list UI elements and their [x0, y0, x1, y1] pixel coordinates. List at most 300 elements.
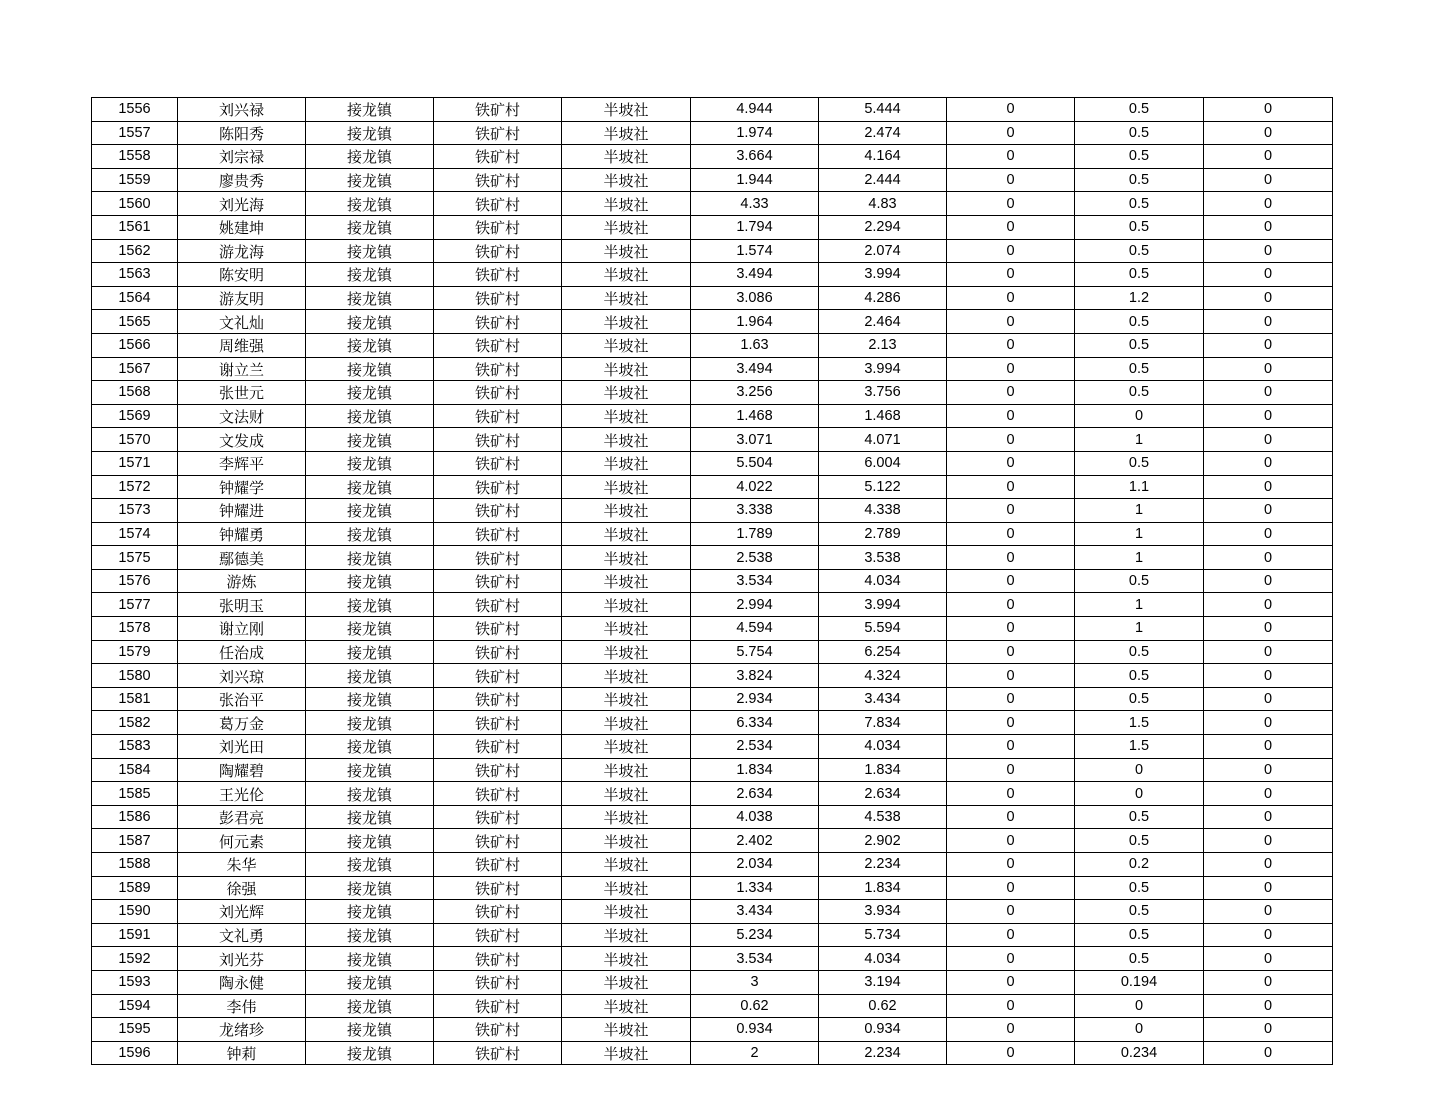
value-cell-5: 0 [1204, 782, 1333, 806]
town-cell: 接龙镇 [306, 263, 434, 287]
table-row [92, 475, 1333, 499]
value-cell-1: 1.964 [691, 310, 819, 334]
village-cell: 铁矿村 [434, 617, 562, 641]
name-cell: 游友明 [178, 286, 306, 310]
town-cell: 接龙镇 [306, 593, 434, 617]
value-cell-4: 0.5 [1075, 876, 1204, 900]
village-cell: 铁矿村 [434, 333, 562, 357]
group-cell: 半坡社 [562, 286, 691, 310]
value-cell-4: 0.5 [1075, 310, 1204, 334]
village-cell: 铁矿村 [434, 98, 562, 122]
value-cell-2: 4.071 [819, 428, 947, 452]
village-cell: 铁矿村 [434, 451, 562, 475]
village-cell: 铁矿村 [434, 970, 562, 994]
value-cell-3: 0 [947, 853, 1075, 877]
village-cell: 铁矿村 [434, 735, 562, 759]
value-cell-1: 3.494 [691, 357, 819, 381]
group-cell: 半坡社 [562, 1018, 691, 1042]
name-cell: 廖贵秀 [178, 168, 306, 192]
village-cell: 铁矿村 [434, 215, 562, 239]
value-cell-4: 0.5 [1075, 145, 1204, 169]
village-cell: 铁矿村 [434, 569, 562, 593]
value-cell-3: 0 [947, 664, 1075, 688]
value-cell-4: 0 [1075, 1018, 1204, 1042]
row-id-cell: 1583 [92, 735, 178, 759]
row-id-cell: 1566 [92, 333, 178, 357]
row-id-cell: 1571 [92, 451, 178, 475]
value-cell-4: 1 [1075, 522, 1204, 546]
value-cell-2: 4.034 [819, 735, 947, 759]
value-cell-4: 0.194 [1075, 970, 1204, 994]
value-cell-3: 0 [947, 640, 1075, 664]
name-cell: 文礼勇 [178, 923, 306, 947]
village-cell: 铁矿村 [434, 286, 562, 310]
table-row [92, 853, 1333, 877]
name-cell: 陈阳秀 [178, 121, 306, 145]
value-cell-5: 0 [1204, 357, 1333, 381]
value-cell-3: 0 [947, 475, 1075, 499]
village-cell: 铁矿村 [434, 522, 562, 546]
table-row [92, 758, 1333, 782]
town-cell: 接龙镇 [306, 853, 434, 877]
value-cell-1: 1.794 [691, 215, 819, 239]
town-cell: 接龙镇 [306, 876, 434, 900]
value-cell-5: 0 [1204, 970, 1333, 994]
name-cell: 钟耀勇 [178, 522, 306, 546]
village-cell: 铁矿村 [434, 640, 562, 664]
town-cell: 接龙镇 [306, 121, 434, 145]
town-cell: 接龙镇 [306, 805, 434, 829]
value-cell-5: 0 [1204, 499, 1333, 523]
value-cell-5: 0 [1204, 168, 1333, 192]
town-cell: 接龙镇 [306, 357, 434, 381]
value-cell-2: 2.444 [819, 168, 947, 192]
name-cell: 文发成 [178, 428, 306, 452]
table-row [92, 121, 1333, 145]
group-cell: 半坡社 [562, 805, 691, 829]
row-id-cell: 1590 [92, 900, 178, 924]
village-cell: 铁矿村 [434, 1041, 562, 1065]
group-cell: 半坡社 [562, 98, 691, 122]
value-cell-4: 0.2 [1075, 853, 1204, 877]
row-id-cell: 1586 [92, 805, 178, 829]
row-id-cell: 1560 [92, 192, 178, 216]
village-cell: 铁矿村 [434, 876, 562, 900]
value-cell-1: 3 [691, 970, 819, 994]
value-cell-4: 1 [1075, 428, 1204, 452]
town-cell: 接龙镇 [306, 310, 434, 334]
value-cell-4: 0.5 [1075, 664, 1204, 688]
table-row [92, 381, 1333, 405]
table-row [92, 805, 1333, 829]
value-cell-3: 0 [947, 121, 1075, 145]
value-cell-4: 0.5 [1075, 900, 1204, 924]
row-id-cell: 1564 [92, 286, 178, 310]
village-cell: 铁矿村 [434, 711, 562, 735]
table-row [92, 333, 1333, 357]
group-cell: 半坡社 [562, 923, 691, 947]
value-cell-2: 2.464 [819, 310, 947, 334]
value-cell-2: 2.789 [819, 522, 947, 546]
village-cell: 铁矿村 [434, 994, 562, 1018]
name-cell: 钟耀进 [178, 499, 306, 523]
value-cell-2: 6.004 [819, 451, 947, 475]
row-id-cell: 1567 [92, 357, 178, 381]
value-cell-4: 0.234 [1075, 1041, 1204, 1065]
value-cell-3: 0 [947, 923, 1075, 947]
name-cell: 李伟 [178, 994, 306, 1018]
value-cell-5: 0 [1204, 310, 1333, 334]
group-cell: 半坡社 [562, 121, 691, 145]
village-cell: 铁矿村 [434, 499, 562, 523]
value-cell-4: 0.5 [1075, 381, 1204, 405]
row-id-cell: 1570 [92, 428, 178, 452]
town-cell: 接龙镇 [306, 192, 434, 216]
group-cell: 半坡社 [562, 876, 691, 900]
table-row [92, 263, 1333, 287]
value-cell-1: 2.034 [691, 853, 819, 877]
value-cell-1: 5.754 [691, 640, 819, 664]
village-cell: 铁矿村 [434, 239, 562, 263]
value-cell-2: 4.286 [819, 286, 947, 310]
row-id-cell: 1580 [92, 664, 178, 688]
table-row [92, 404, 1333, 428]
value-cell-1: 4.944 [691, 98, 819, 122]
value-cell-5: 0 [1204, 239, 1333, 263]
value-cell-5: 0 [1204, 994, 1333, 1018]
group-cell: 半坡社 [562, 782, 691, 806]
value-cell-4: 0 [1075, 404, 1204, 428]
value-cell-5: 0 [1204, 333, 1333, 357]
table-row [92, 215, 1333, 239]
value-cell-1: 3.434 [691, 900, 819, 924]
table-row [92, 994, 1333, 1018]
value-cell-5: 0 [1204, 522, 1333, 546]
value-cell-2: 4.034 [819, 569, 947, 593]
name-cell: 姚建坤 [178, 215, 306, 239]
village-cell: 铁矿村 [434, 121, 562, 145]
value-cell-3: 0 [947, 239, 1075, 263]
value-cell-1: 2 [691, 1041, 819, 1065]
value-cell-5: 0 [1204, 900, 1333, 924]
value-cell-2: 4.164 [819, 145, 947, 169]
value-cell-3: 0 [947, 404, 1075, 428]
row-id-cell: 1588 [92, 853, 178, 877]
value-cell-4: 0 [1075, 758, 1204, 782]
value-cell-4: 1 [1075, 546, 1204, 570]
value-cell-5: 0 [1204, 735, 1333, 759]
value-cell-3: 0 [947, 970, 1075, 994]
value-cell-3: 0 [947, 192, 1075, 216]
value-cell-2: 4.83 [819, 192, 947, 216]
row-id-cell: 1557 [92, 121, 178, 145]
value-cell-5: 0 [1204, 617, 1333, 641]
value-cell-3: 0 [947, 333, 1075, 357]
village-cell: 铁矿村 [434, 381, 562, 405]
row-id-cell: 1574 [92, 522, 178, 546]
value-cell-5: 0 [1204, 711, 1333, 735]
value-cell-3: 0 [947, 357, 1075, 381]
table-row [92, 593, 1333, 617]
value-cell-4: 0.5 [1075, 829, 1204, 853]
value-cell-3: 0 [947, 546, 1075, 570]
town-cell: 接龙镇 [306, 451, 434, 475]
town-cell: 接龙镇 [306, 215, 434, 239]
value-cell-3: 0 [947, 876, 1075, 900]
table-body [92, 98, 1333, 1065]
name-cell: 王光伦 [178, 782, 306, 806]
village-cell: 铁矿村 [434, 263, 562, 287]
town-cell: 接龙镇 [306, 145, 434, 169]
value-cell-3: 0 [947, 381, 1075, 405]
village-cell: 铁矿村 [434, 546, 562, 570]
value-cell-2: 3.994 [819, 263, 947, 287]
town-cell: 接龙镇 [306, 286, 434, 310]
table-row [92, 98, 1333, 122]
name-cell: 谢立刚 [178, 617, 306, 641]
value-cell-5: 0 [1204, 829, 1333, 853]
village-cell: 铁矿村 [434, 404, 562, 428]
group-cell: 半坡社 [562, 947, 691, 971]
table-row [92, 876, 1333, 900]
value-cell-2: 5.444 [819, 98, 947, 122]
value-cell-2: 7.834 [819, 711, 947, 735]
town-cell: 接龙镇 [306, 569, 434, 593]
row-id-cell: 1596 [92, 1041, 178, 1065]
table-row [92, 617, 1333, 641]
value-cell-3: 0 [947, 1041, 1075, 1065]
value-cell-1: 3.664 [691, 145, 819, 169]
group-cell: 半坡社 [562, 168, 691, 192]
group-cell: 半坡社 [562, 522, 691, 546]
value-cell-4: 1.1 [1075, 475, 1204, 499]
row-id-cell: 1559 [92, 168, 178, 192]
value-cell-2: 1.468 [819, 404, 947, 428]
name-cell: 刘光海 [178, 192, 306, 216]
table-row [92, 239, 1333, 263]
table-row [92, 1041, 1333, 1065]
value-cell-1: 1.63 [691, 333, 819, 357]
value-cell-4: 0.5 [1075, 98, 1204, 122]
value-cell-2: 2.474 [819, 121, 947, 145]
name-cell: 游龙海 [178, 239, 306, 263]
village-cell: 铁矿村 [434, 923, 562, 947]
table-row [92, 145, 1333, 169]
village-cell: 铁矿村 [434, 664, 562, 688]
value-cell-5: 0 [1204, 546, 1333, 570]
row-id-cell: 1589 [92, 876, 178, 900]
value-cell-4: 0 [1075, 782, 1204, 806]
village-cell: 铁矿村 [434, 192, 562, 216]
value-cell-5: 0 [1204, 121, 1333, 145]
value-cell-1: 2.538 [691, 546, 819, 570]
name-cell: 陶永健 [178, 970, 306, 994]
name-cell: 谢立兰 [178, 357, 306, 381]
table-row [92, 664, 1333, 688]
value-cell-5: 0 [1204, 1018, 1333, 1042]
group-cell: 半坡社 [562, 1041, 691, 1065]
value-cell-2: 2.074 [819, 239, 947, 263]
row-id-cell: 1565 [92, 310, 178, 334]
group-cell: 半坡社 [562, 310, 691, 334]
village-cell: 铁矿村 [434, 1018, 562, 1042]
town-cell: 接龙镇 [306, 1018, 434, 1042]
value-cell-3: 0 [947, 310, 1075, 334]
row-id-cell: 1581 [92, 687, 178, 711]
name-cell: 刘光芬 [178, 947, 306, 971]
value-cell-4: 0.5 [1075, 451, 1204, 475]
group-cell: 半坡社 [562, 829, 691, 853]
town-cell: 接龙镇 [306, 829, 434, 853]
town-cell: 接龙镇 [306, 711, 434, 735]
name-cell: 陶耀碧 [178, 758, 306, 782]
value-cell-1: 1.834 [691, 758, 819, 782]
group-cell: 半坡社 [562, 475, 691, 499]
value-cell-5: 0 [1204, 758, 1333, 782]
value-cell-5: 0 [1204, 145, 1333, 169]
town-cell: 接龙镇 [306, 664, 434, 688]
row-id-cell: 1569 [92, 404, 178, 428]
town-cell: 接龙镇 [306, 98, 434, 122]
value-cell-3: 0 [947, 735, 1075, 759]
value-cell-4: 0.5 [1075, 640, 1204, 664]
name-cell: 钟耀学 [178, 475, 306, 499]
town-cell: 接龙镇 [306, 475, 434, 499]
group-cell: 半坡社 [562, 215, 691, 239]
value-cell-2: 5.594 [819, 617, 947, 641]
name-cell: 游炼 [178, 569, 306, 593]
town-cell: 接龙镇 [306, 617, 434, 641]
value-cell-3: 0 [947, 428, 1075, 452]
value-cell-3: 0 [947, 711, 1075, 735]
data-sheet [91, 97, 1332, 1065]
group-cell: 半坡社 [562, 263, 691, 287]
table-row [92, 711, 1333, 735]
value-cell-2: 3.434 [819, 687, 947, 711]
value-cell-4: 0.5 [1075, 215, 1204, 239]
value-cell-5: 0 [1204, 428, 1333, 452]
row-id-cell: 1561 [92, 215, 178, 239]
town-cell: 接龙镇 [306, 404, 434, 428]
table-row [92, 640, 1333, 664]
value-cell-2: 2.13 [819, 333, 947, 357]
value-cell-1: 3.494 [691, 263, 819, 287]
table-row [92, 900, 1333, 924]
row-id-cell: 1587 [92, 829, 178, 853]
value-cell-3: 0 [947, 805, 1075, 829]
name-cell: 文礼灿 [178, 310, 306, 334]
group-cell: 半坡社 [562, 640, 691, 664]
table-row [92, 451, 1333, 475]
village-cell: 铁矿村 [434, 428, 562, 452]
value-cell-3: 0 [947, 593, 1075, 617]
value-cell-2: 2.634 [819, 782, 947, 806]
value-cell-3: 0 [947, 687, 1075, 711]
value-cell-5: 0 [1204, 286, 1333, 310]
value-cell-1: 3.534 [691, 569, 819, 593]
town-cell: 接龙镇 [306, 333, 434, 357]
value-cell-3: 0 [947, 522, 1075, 546]
village-cell: 铁矿村 [434, 687, 562, 711]
row-id-cell: 1573 [92, 499, 178, 523]
value-cell-1: 2.402 [691, 829, 819, 853]
row-id-cell: 1568 [92, 381, 178, 405]
value-cell-1: 4.33 [691, 192, 819, 216]
name-cell: 朱华 [178, 853, 306, 877]
value-cell-2: 2.294 [819, 215, 947, 239]
value-cell-3: 0 [947, 98, 1075, 122]
village-cell: 铁矿村 [434, 357, 562, 381]
value-cell-4: 0.5 [1075, 192, 1204, 216]
row-id-cell: 1594 [92, 994, 178, 1018]
value-cell-4: 1 [1075, 617, 1204, 641]
value-cell-1: 3.338 [691, 499, 819, 523]
value-cell-5: 0 [1204, 593, 1333, 617]
town-cell: 接龙镇 [306, 640, 434, 664]
name-cell: 周维强 [178, 333, 306, 357]
name-cell: 刘兴琼 [178, 664, 306, 688]
name-cell: 张治平 [178, 687, 306, 711]
group-cell: 半坡社 [562, 145, 691, 169]
row-id-cell: 1556 [92, 98, 178, 122]
row-id-cell: 1593 [92, 970, 178, 994]
group-cell: 半坡社 [562, 593, 691, 617]
value-cell-2: 2.234 [819, 1041, 947, 1065]
value-cell-3: 0 [947, 829, 1075, 853]
village-cell: 铁矿村 [434, 829, 562, 853]
name-cell: 彭君亮 [178, 805, 306, 829]
value-cell-1: 0.934 [691, 1018, 819, 1042]
town-cell: 接龙镇 [306, 168, 434, 192]
town-cell: 接龙镇 [306, 687, 434, 711]
table-row [92, 687, 1333, 711]
group-cell: 半坡社 [562, 853, 691, 877]
value-cell-3: 0 [947, 215, 1075, 239]
value-cell-5: 0 [1204, 215, 1333, 239]
row-id-cell: 1591 [92, 923, 178, 947]
value-cell-4: 0 [1075, 994, 1204, 1018]
group-cell: 半坡社 [562, 735, 691, 759]
table-row [92, 569, 1333, 593]
value-cell-2: 5.734 [819, 923, 947, 947]
value-cell-4: 1 [1075, 593, 1204, 617]
value-cell-4: 1 [1075, 499, 1204, 523]
row-id-cell: 1576 [92, 569, 178, 593]
name-cell: 李辉平 [178, 451, 306, 475]
row-id-cell: 1558 [92, 145, 178, 169]
row-id-cell: 1584 [92, 758, 178, 782]
name-cell: 龙绪珍 [178, 1018, 306, 1042]
value-cell-5: 0 [1204, 569, 1333, 593]
name-cell: 刘光田 [178, 735, 306, 759]
value-cell-5: 0 [1204, 451, 1333, 475]
village-cell: 铁矿村 [434, 853, 562, 877]
town-cell: 接龙镇 [306, 970, 434, 994]
value-cell-1: 4.594 [691, 617, 819, 641]
group-cell: 半坡社 [562, 428, 691, 452]
group-cell: 半坡社 [562, 381, 691, 405]
village-cell: 铁矿村 [434, 758, 562, 782]
row-id-cell: 1572 [92, 475, 178, 499]
value-cell-5: 0 [1204, 640, 1333, 664]
value-cell-4: 0.5 [1075, 333, 1204, 357]
value-cell-5: 0 [1204, 98, 1333, 122]
name-cell: 刘光辉 [178, 900, 306, 924]
value-cell-1: 1.334 [691, 876, 819, 900]
value-cell-1: 6.334 [691, 711, 819, 735]
value-cell-4: 0.5 [1075, 357, 1204, 381]
value-cell-3: 0 [947, 168, 1075, 192]
